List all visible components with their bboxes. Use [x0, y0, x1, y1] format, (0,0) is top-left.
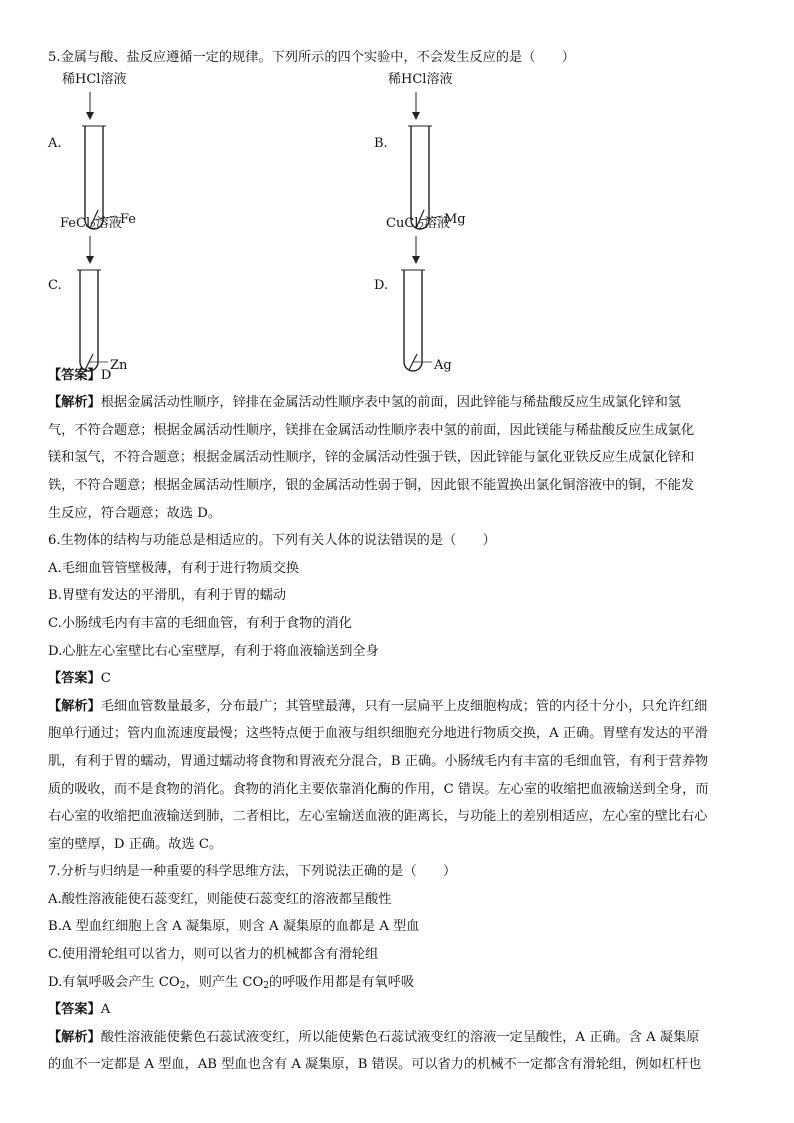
option-letter-b: B. [374, 135, 388, 151]
q6-analysis-line: 肌，有利于胃的蠕动，胃通过蠕动将食物和胃液充分混合，B 正确。小肠绒毛内有丰富的毛细血管，有利于营养物 [48, 753, 709, 769]
reagent-label-b: 稀HCl溶液 [388, 71, 453, 87]
q6-analysis-line: 胞单行通过；管内血流速度最慢；这些特点便于血液与组织细胞充分地进行物质交换，A 正确。胃壁有发达的平滑 [48, 726, 708, 742]
q7-option-c: C.使用滑轮组可以省力，则可以省力的机械都含有滑轮组 [48, 947, 379, 963]
metal-label-c: Zn [110, 357, 128, 373]
q7-analysis-line: 的血不一定都是 A 型血，AB 型血也含有 A 凝集原，B 错误。可以省力的机械不一定都含有滑轮组，例如杠杆也 [48, 1057, 702, 1073]
option-letter-a: A. [48, 135, 62, 151]
q7-answer: 【答案】A [48, 1002, 111, 1018]
metal-label-d: Ag [434, 357, 452, 373]
test-tube-c [68, 234, 148, 374]
q6-option-b: B.胃壁有发达的平滑肌，有利于胃的蠕动 [48, 588, 287, 604]
option-letter-c: C. [48, 277, 62, 293]
q6-stem: 6.生物体的结构与功能总是相适应的。下列有关人体的说法错误的是（ ） [48, 533, 496, 549]
q7-analysis: 【解析】酸性溶液能使紫色石蕊试液变红，所以能使紫色石蕊试液变红的溶液一定呈酸性，A 正确。含 A 凝集原 [48, 1029, 700, 1045]
q5-diagram [48, 71, 748, 373]
q5-analysis-line: 生反应，符合题意；故选 D。 [48, 505, 222, 521]
q7-stem: 7.分析与归纳是一种重要的科学思维方法，下列说法正确的是（ ） [48, 864, 457, 880]
q6-answer: 【答案】C [48, 671, 111, 687]
q7-option-b: B.A 型血红细胞上含 A 凝集原，则含 A 凝集原的血都是 A 型血 [48, 919, 420, 935]
reagent-label-a: 稀HCl溶液 [62, 71, 127, 87]
metal-label-b: Mg [444, 211, 466, 227]
q6-analysis-line: 右心室的收缩把血液输送到肺，二者相比，左心室输送血液的距离长，与功能上的差别相适应，左心室的壁比右心 [48, 809, 708, 825]
q6-option-a: A.毛细血管管壁极薄，有利于进行物质交换 [48, 560, 300, 576]
q6-analysis: 【解析】毛细血管数量最多，分布最广；其管壁最薄，只有一层扁平上皮细胞构成；管的内径十分小，只允许红细 [48, 698, 708, 714]
q6-analysis-line: 室的壁厚，D 正确。故选 C。 [48, 836, 223, 852]
q7-option-d: D.有氧呼吸会产生 $CO_2$，则产生 $CO_2$的呼吸作用都是有氧呼吸 [48, 974, 415, 991]
document-page [48, 44, 748, 1079]
q7-option-a: A.酸性溶液能使石蕊变红，则能使石蕊变红的溶液都呈酸性 [48, 891, 392, 907]
reagent-label-c: FeCl$_2$溶液 [60, 215, 122, 232]
q5-analysis: 【解析】根据金属活动性顺序，锌排在金属活动性顺序表中氢的前面，因此锌能与稀盐酸反应生成氯化锌和氢 [48, 395, 681, 411]
q6-option-c: C.小肠绒毛内有丰富的毛细血管，有利于食物的消化 [48, 615, 352, 631]
option-letter-d: D. [374, 277, 389, 293]
reagent-label-d: CuCl$_2$溶液 [386, 215, 451, 232]
metal-label-a: Fe [120, 211, 137, 227]
q5-answer: 【答案】D [48, 367, 112, 383]
q5-analysis-line: 镁和氢气，不符合题意；根据金属活动性顺序，锌的金属活动性强于铁，因此锌能与氯化亚铁反应生成氯化锌和 [48, 450, 695, 466]
q5-stem: 5.金属与酸、盐反应遵循一定的规律。下列所示的四个实验中，不会发生反应的是（ ） [48, 50, 575, 65]
q6-option-d: D.心脏左心室壁比右心室壁厚，有利于将血液输送到全身 [48, 643, 379, 659]
q5-analysis-line: 铁，不符合题意；根据金属活动性顺序，银的金属活动性弱于铜，因此银不能置换出氯化铜溶液中的铜，不能发 [48, 477, 695, 493]
q5-analysis-line: 气，不符合题意；根据金属活动性顺序，镁排在金属活动性顺序表中氢的前面，因此镁能与稀盐酸反应生成氯化 [48, 422, 695, 438]
q6-analysis-line: 质的吸收，而不是食物的消化。食物的消化主要依靠消化酶的作用，C 错误。左心室的收缩把血液输送到全身，而 [48, 781, 709, 797]
